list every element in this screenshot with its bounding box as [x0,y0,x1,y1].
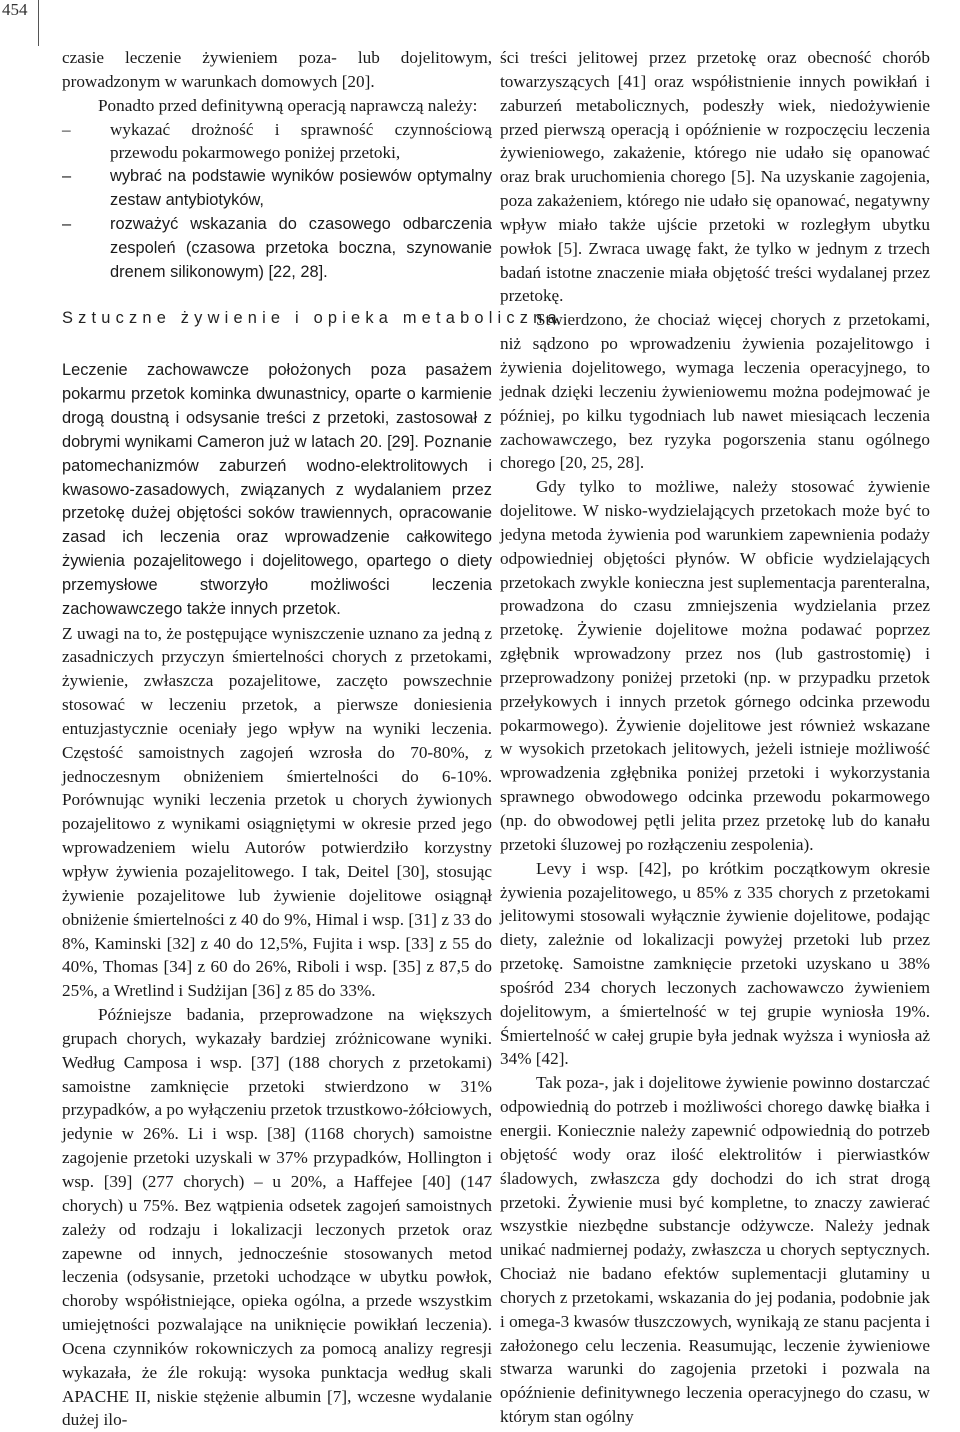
pozniejsze-badania-paragraph: Późniejsze badania, przeprowadzone na większych grupach chorych, wykazały bardziej zróżnicowane wyniki. Według Camposa i wsp. [37] (188 chorych z przetokami) samoistne zamknięcie przetoki stwierdzono w 31% przypadków, a po wyłączeniu przetok trzustkowo-żółciowych, jedynie w 26%. Li i wsp. [38] (1168 chorych) samoistne zagojenie przetoki uzyskali w 37% przypadków, Hollington i wsp. [39] (277 chorych) – u 20%, a Haffejee [40] (147 chorych) u 75%. Bez wątpienia odsetek zagojeń samoistnych zależy od rodzaju i lokalizacji leczonych przetok oraz zapewne od innych, jednocześnie stosowanych metod leczenia (odsysanie, przetoki uchodzące w ubytku powłok, choroby współistniejące, opieka ogólna, a przede wszystkim umiejętności pozwalające na uniknięcie powikłań leczenia). Ocena czynników rokowniczych za pomocą analizy regresji wykazała, że źle rokują: wysoka punktacja według skali APACHE II, niskie stężenie albumin [7], wczesne wydalanie dużej ilo- [62,1005,492,1430]
left-column [62,46,562,1432]
tak-poza-paragraph: Tak poza-, jak i dojelitowe żywienie powinno dostarczać odpowiednią do potrzeb i możliwości chorego dawkę białka i energii. Koniecznie należy zapewnić odpowiednią do potrzeb objętość wody oraz ilość elektrolitów i pierwiastków śladowych, zwłaszcza gdy dochodzi do ich strat drogą przetoki. Żywienie musi być kompletne, to znaczy zawierać wszystkie niezbędne substancje odżywcze. Należy jednak unikać nadmiernej podaży, zwłaszcza u chorych septycznych. Chociaż nie badano efektów suplementacji glutaminy u chorych z przetokami, wskazania do jej podania, podobnie jak i omega-3 kwasów tłuszczowych, wynikają ze stanu pacjenta i założonego celu leczenia. Reasumując, leczenie żywieniowe stwarza warunki do zagojenia przetoki i pozwala na opóźnienie definitywnego leczenia operacyjnego do czasu, w którym stan ogólny [500,1073,931,1427]
wyniszczenie-paragraph: Z uwagi na to, że postępujące wyniszczenie uznano za jedną z zasadniczych przyczyn śmiertelności chorych z przetokami, żywienie, zwłaszcza pozajelitowe, zaczęto powszechnie stosować w leczeniu przetok, a pierwsze doniesienia entuzjastycznie oceniały jego wpływ na wyniki leczenia. Częstość samoistnych zagojeń wzrosła do 70-80%, z jednoczesnym obniżeniem śmiertelności do 6-10%. Porównując wyniki leczenia przetok u chorych żywionych pozajelitowo z wynikami osiągniętymi w okresie przed jego wprowadzeniem wielu Autorów potwierdziło korzystny wpływ żywienia pozajelitowego. I tak, Deitel [30], stosując żywienie pozajelitowe lub żywienie dojelitowe osiągnął obniżenie śmiertelności z 40 do 9%, Himal i wsp. [31] z 33 do 8%, Kaminski [32] z 40 do 12,5%, Fujita i wsp. [33] z 55 do 40%, Thomas [34] z 60 do 26%, Riboli i wsp. [35] z 87,5 do 25%, a Wretlind i Sudżijan [36] z 85 do 33%. [62,623,492,1001]
gdy-tylko-paragraph: Gdy tylko to możliwe, należy stosować żywienie dojelitowe. W nisko-wydzielających przetokach może być to jedyna metoda żywienia pod warunkiem zapewnienia podaży odpowiedniej objętości płynów. W obficie wydzielających przetokach zwykle konieczna jest suplementacja parenteralna, prowadzona do czasu zmniejszenia wydzielania przez przetokę. Żywienie dojelitowe można podawać poprzez zgłębnik wprowadzony przez nos (lub gastrostomię) i przeprowadzony poniżej przetoki (np. w przypadku przetok przełykowych i innych przetok górnego odcinka przewodu pokarmowego). Żywienie dojelitowe jest również wskazane w wysokich przetokach jelitowych, jeżeli istnieje możliwość wprowadzenia zgłębnika poniżej przetoki i wykorzystania sprawnego obwodowego odcinka przewodu pokarmowego (np. do obwodowej pętli jelita przez przetokę lub do kanału przetoki śluzowej po rozłączeniu zespolenia). [500,477,930,854]
section-heading: Sztuczne żywienie i opieka metaboliczna [62,309,562,328]
right-column [500,46,930,1429]
page-number-rule [38,0,39,46]
list-item: – rozważyć wskazania do czasowego odbarczenia zespoleń (czasowa przetoka boczna, szynowanie drenem silikonowym) [22, 28]. [62,213,492,285]
cameron-paragraph: Leczenie zachowawcze położonych poza pasażem pokarmu przetok kominka dwunastnicy, oparte o karmienie drogą doustną i odsysanie treści z przetoki, zastosował z dobrymi wynikami Cameron już w latach 20. [29]. Poznanie patomechanizmów zaburzeń wodno-elektrolitowych i kwasowo-zasadowych, związanych z wydalaniem przez przetokę dużej objętości soków trawiennych, opracowanie zasad ich leczenia oraz wprowadzenie całkowitego żywienia pozajelitowego i dojelitowego, opartego o diety przemysłowe stworzyło możliwości leczenia zachowawczego także innych przetok. [62,361,492,618]
continuation-paragraph: ści treści jelitowej przez przetokę oraz obecność chorób towarzyszących [41] oraz współistnienie innych powikłań i zaburzeń metabolicznych, podeszły wiek, niedożywienie przed pierwszą operacją i opóźnienie w rozpoczęciu leczenia żywieniowego, zakażenie, którego nie udało się opanować oraz brak uruchomienia chorego [5]. Na uzyskanie zagojenia, poza zakażeniem, którego nie udało się opanować, negatywny wpływ miało także ujście przetoki w rozległym ubytku powłok [5]. Zwraca uwagę fakt, że tylko w jednym z trzech badań istotne znaczenie miała objętość treści wydalanej przez przetokę. [500,48,930,306]
page-number: 454 [2,0,28,19]
levy-paragraph: Levy i wsp. [42], po krótkim początkowym okresie żywienia pozajelitowego, u 85% z 335 chorych z przetokami jelitowymi stosowali wyłącznie żywienie dojelitowe, podając diety, zależnie od lokalizacji powyżej przetoki lub przez przetokę. Samoistne zamknięcie przetoki uzyskano u 38% spośród 234 chorych leczonych zachowawczo żywieniem dojelitowym, a śmiertelność w tej grupie wyniosła 19%. Śmiertelność w całej grupie była jednak wyższa i wyniosła aż 34% [42]. [500,858,930,1069]
list-item: – wybrać na podstawie wyników posiewów optymalny zestaw antybiotyków, [62,165,492,213]
ponadto-paragraph: Ponadto przed definitywną operacją naprawczą należy: [98,95,478,115]
requirements-list [62,118,492,285]
intro-paragraph: czasie leczenie żywieniem poza- lub dojelitowym, prowadzonym w warunkach domowych [20]. [62,48,492,91]
stwierdzono-paragraph: Stwierdzono, że chociaż więcej chorych z przetokami, niż sądzono po wprowadzeniu żywienia pozajelitowgo i żywienia dojelitowego, wymaga leczenia operacyjnego, to jednak dzięki leczeniu żywieniowemu można podejmować je później, po kilku tygodniach lub nawet miesiącach leczenia zachowawczego, bez ryzyka pogorszenia stanu ogólnego chorego [20, 25, 28]. [500,310,930,473]
list-item: – wykazać drożność i sprawność czynnościową przewodu pokarmowego poniżej przetoki, [62,118,492,166]
